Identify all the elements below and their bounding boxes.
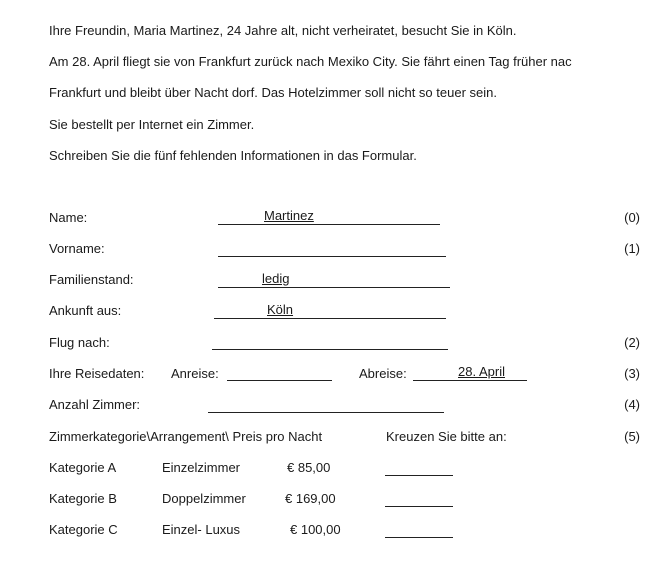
reisedaten-label: Ihre Reisedaten: bbox=[49, 366, 145, 381]
item-number-3: (3) bbox=[624, 366, 640, 381]
vorname-label: Vorname: bbox=[49, 241, 105, 256]
familienstand-value: ledig bbox=[262, 271, 290, 286]
ankunft-value: Köln bbox=[267, 302, 294, 317]
item-number-4: (4) bbox=[624, 397, 640, 412]
item-number-0: (0) bbox=[624, 210, 640, 225]
name-field[interactable] bbox=[218, 208, 440, 225]
kategorie-a-price: € 85,00 bbox=[287, 460, 331, 475]
kategorie-b-name: Kategorie B bbox=[49, 491, 117, 506]
item-number-1: (1) bbox=[624, 241, 640, 256]
intro-line-5: Schreiben Sie die fünf fehlenden Informationen in das Formular. bbox=[49, 148, 417, 163]
abreise-value: 28. April bbox=[458, 364, 505, 379]
abreise-label: Abreise: bbox=[359, 366, 407, 381]
kreuzen-label: Kreuzen Sie bitte an: bbox=[386, 429, 507, 444]
kategorie-c-price: € 100,00 bbox=[290, 522, 341, 537]
ankunft-field[interactable] bbox=[214, 302, 446, 319]
intro-line-1: Ihre Freundin, Maria Martinez, 24 Jahre alt, nicht verheiratet, besucht Sie in Köln. bbox=[49, 23, 517, 38]
item-number-5: (5) bbox=[624, 429, 640, 444]
kategorie-b-check[interactable] bbox=[385, 490, 453, 507]
kategorie-a-type: Einzelzimmer bbox=[162, 460, 241, 475]
anreise-label: Anreise: bbox=[171, 366, 219, 381]
kategorie-a-check[interactable] bbox=[385, 459, 453, 476]
flug-field[interactable] bbox=[212, 333, 448, 350]
kategorie-c-name: Kategorie C bbox=[49, 522, 118, 537]
kategorie-b-price: € 169,00 bbox=[285, 491, 336, 506]
intro-line-4: Sie bestellt per Internet ein Zimmer. bbox=[49, 117, 255, 132]
anreise-field[interactable] bbox=[227, 364, 332, 381]
kategorie-c-check[interactable] bbox=[385, 521, 453, 538]
kategorie-header: Zimmerkategorie\Arrangement\ Preis pro Nacht bbox=[49, 429, 323, 444]
name-label: Name: bbox=[49, 210, 88, 225]
abreise-field[interactable] bbox=[413, 364, 527, 381]
ankunft-label: Ankunft aus: bbox=[49, 303, 122, 318]
zimmer-label: Anzahl Zimmer: bbox=[49, 397, 141, 412]
familienstand-field[interactable] bbox=[218, 271, 450, 288]
item-number-2: (2) bbox=[624, 335, 640, 350]
flug-label: Flug nach: bbox=[49, 335, 110, 350]
vorname-field[interactable] bbox=[218, 240, 446, 257]
intro-line-3: Frankfurt und bleibt über Nacht dorf. Das Hotelzimmer soll nicht so teuer sein. bbox=[49, 85, 497, 100]
kategorie-a-name: Kategorie A bbox=[49, 460, 117, 475]
zimmer-field[interactable] bbox=[208, 396, 444, 413]
intro-line-2: Am 28. April fliegt sie von Frankfurt zurück nach Mexiko City. Sie fährt einen Tag früher nac bbox=[49, 54, 572, 69]
familienstand-label: Familienstand: bbox=[49, 272, 134, 287]
name-value: Martinez bbox=[264, 208, 314, 223]
kategorie-c-type: Einzel- Luxus bbox=[162, 522, 241, 537]
kategorie-b-type: Doppelzimmer bbox=[162, 491, 246, 506]
